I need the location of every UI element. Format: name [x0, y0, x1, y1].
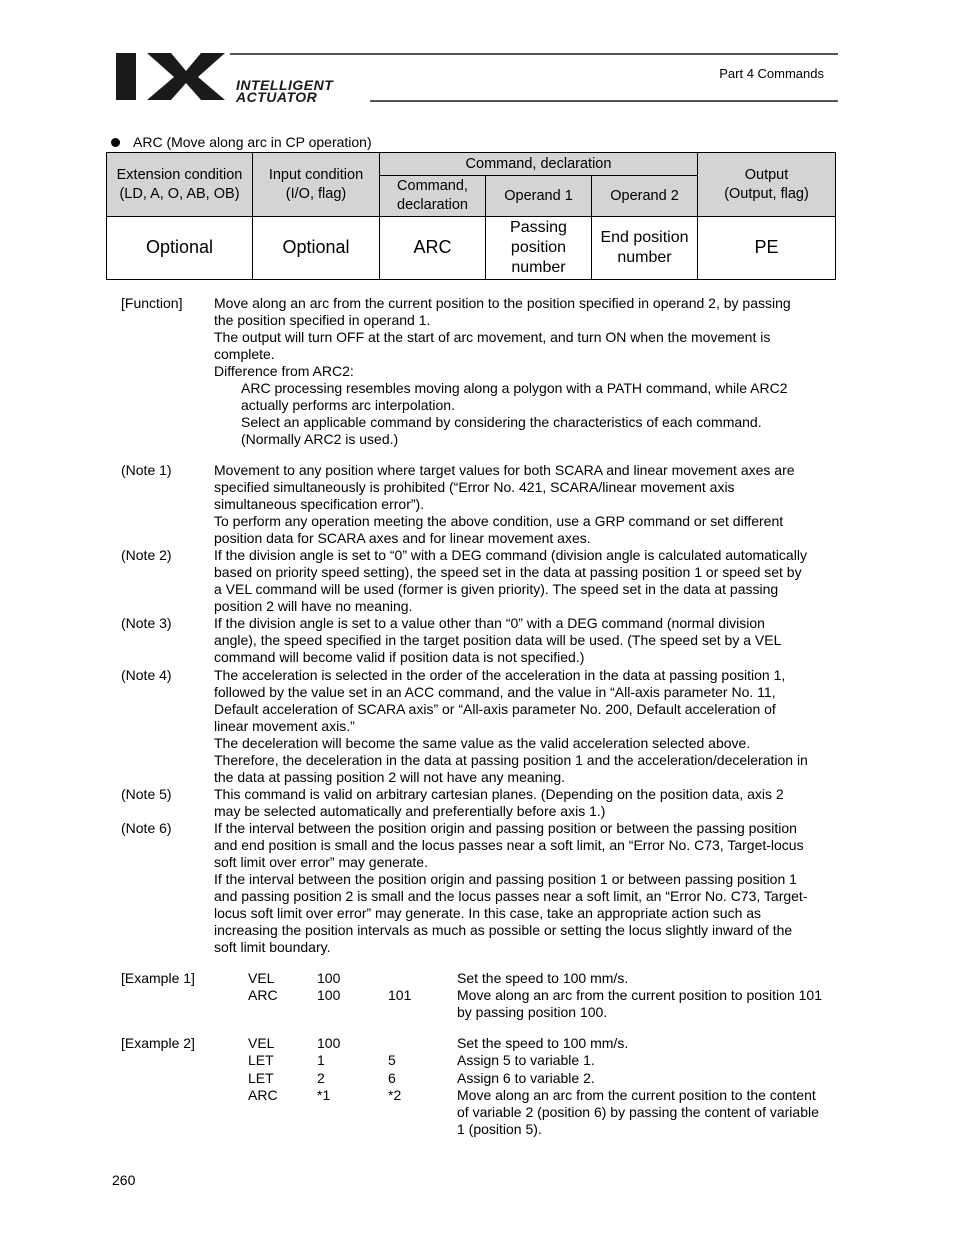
- function-label: [Function]: [121, 295, 183, 311]
- example-1-row-2-description: Move along an arc from the current position to position 101 by passing position 100.: [457, 987, 822, 1020]
- section-heading: ARC (Move along arc in CP operation): [133, 134, 372, 150]
- example-2-row-4-description: Move along an arc from the current position to the content of variable 2 (position 6) by passing the content of variable 1 (position 5).: [457, 1087, 819, 1137]
- example-2-row-1-command: VEL: [248, 1035, 275, 1051]
- command-table: [106, 152, 836, 280]
- note-1-label: (Note 1): [121, 462, 172, 478]
- header-output: Output (Output, flag): [698, 153, 836, 217]
- example-2-row-3-command: LET: [248, 1070, 274, 1086]
- example-2-row-2-operand-2: 5: [388, 1052, 396, 1068]
- example-1-row-1-description: Set the speed to 100 mm/s.: [457, 970, 629, 986]
- example-1-row-1-operand-1: 100: [317, 970, 341, 986]
- example-2-row-1-description: Set the speed to 100 mm/s.: [457, 1035, 629, 1051]
- note-4-text: The acceleration is selected in the order of the acceleration in the data at passing position 1, followed by the value set in an ACC command, and the value in “All-axis parameter No. 11, Default acceleration of SCARA axis” or “All-axis parameter No. 200, Default acceleration of linear movement axis.” The deceleration will become the same value as the valid acceleration selected above. Therefore, the deceleration in the data at passing position 1 and the acceleration/deceleration in the data at passing position 2 will not have any meaning.: [214, 667, 808, 785]
- function-text: Move along an arc from the current position to the position specified in operand 2, by passing the position specified in operand 1. The output will turn OFF at the start of arc movement, and turn ON when the movement is complete. Difference from ARC2: ARC processing resembles moving along a polygon with a PATH command, while ARC2 actually performs arc interpolation. Select an applicable command by considering the characteristics of each command. (Normally ARC2 is used.): [214, 295, 791, 447]
- example-1-row-2-command: ARC: [248, 987, 278, 1003]
- value-operand-2: End position number: [592, 217, 698, 280]
- page-number: 260: [112, 1172, 136, 1188]
- company-logo: [113, 52, 398, 104]
- note-5-label: (Note 5): [121, 786, 172, 802]
- note-5-text: This command is valid on arbitrary cartesian planes. (Depending on the position data, axis 2 may be selected automatically and preferentially before axis 1.): [214, 786, 784, 819]
- example-2-row-3-description: Assign 6 to variable 2.: [457, 1070, 595, 1086]
- note-6-text: If the interval between the position origin and passing position or between the passing position and end position is small and the locus passes near a soft limit, an “Error No. C73, Target-locus soft limit over error” may generate. If the interval between the position origin and passing position 1 or between passing position 1 and passing position 2 is small and the locus passes near a soft limit, an “Error No. C73, Target- locus soft limit over error” may generate. In this case, take an appropriate action such as increasing the position intervals as much as possible or setting the locus slightly inward of the soft limit boundary.: [214, 820, 808, 955]
- note-3-label: (Note 3): [121, 615, 172, 631]
- header-operand-2: Operand 2: [592, 176, 698, 217]
- example-2-row-3-operand-2: 6: [388, 1070, 396, 1086]
- example-2-row-2-operand-1: 1: [317, 1052, 325, 1068]
- example-2-row-2-command: LET: [248, 1052, 274, 1068]
- note-2-text: If the division angle is set to “0” with a DEG command (division angle is calculated automatically based on priority speed setting), the speed set in the data at passing position 1 or speed set by a VEL command will be used (former is given priority). The speed set in the data at passing position 2 will have no meaning.: [214, 547, 807, 614]
- example-1-row-1-command: VEL: [248, 970, 275, 986]
- note-3-text: If the division angle is set to a value other than “0” with a DEG command (normal division angle), the speed specified in the target position data will be used. (The speed set by a VEL command will become valid if position data is not specified.): [214, 615, 782, 665]
- note-4-label: (Note 4): [121, 667, 172, 683]
- example-2-row-4-command: ARC: [248, 1087, 278, 1103]
- value-extension-condition: Optional: [107, 217, 253, 280]
- header-input-condition: Input condition (I/O, flag): [253, 153, 380, 217]
- example-2-row-2-description: Assign 5 to variable 1.: [457, 1052, 595, 1068]
- example-2-label: [Example 2]: [121, 1035, 195, 1051]
- part-title: Part 4 Commands: [719, 66, 824, 81]
- example-2-row-4-operand-2: *2: [388, 1087, 402, 1103]
- value-command: ARC: [380, 217, 486, 280]
- example-1-row-2-operand-2: 101: [388, 987, 412, 1003]
- logo-brand-line2: ACTUATOR: [236, 89, 318, 104]
- header-rule-top: [230, 53, 838, 55]
- logo-brand-line1: INTELLIGENT: [236, 77, 334, 93]
- value-input-condition: Optional: [253, 217, 380, 280]
- example-2-row-1-operand-1: 100: [317, 1035, 341, 1051]
- value-output: PE: [698, 217, 836, 280]
- header-command-group: Command, declaration: [380, 153, 698, 176]
- example-1-label: [Example 1]: [121, 970, 195, 986]
- header-rule-bottom: [370, 100, 838, 102]
- logo-graphic: [113, 52, 398, 104]
- example-1-row-2-operand-1: 100: [317, 987, 341, 1003]
- header-operand-1: Operand 1: [486, 176, 592, 217]
- value-operand-1: Passing position number: [486, 217, 592, 280]
- header-extension-condition: Extension condition (LD, A, O, AB, OB): [107, 153, 253, 217]
- note-6-label: (Note 6): [121, 820, 172, 836]
- note-1-text: Movement to any position where target values for both SCARA and linear movement axes are specified simultaneously is prohibited (“Error No. 421, SCARA/linear movement axis simultaneous specification error”). To perform any operation meeting the above condition, use a GRP command or set different position data for SCARA axes and for linear movement axes.: [214, 462, 795, 546]
- header-command-declaration: Command, declaration: [380, 176, 486, 217]
- note-2-label: (Note 2): [121, 547, 172, 563]
- example-2-row-4-operand-1: *1: [317, 1087, 331, 1103]
- example-2-row-3-operand-1: 2: [317, 1070, 325, 1086]
- bullet-icon: [111, 138, 120, 147]
